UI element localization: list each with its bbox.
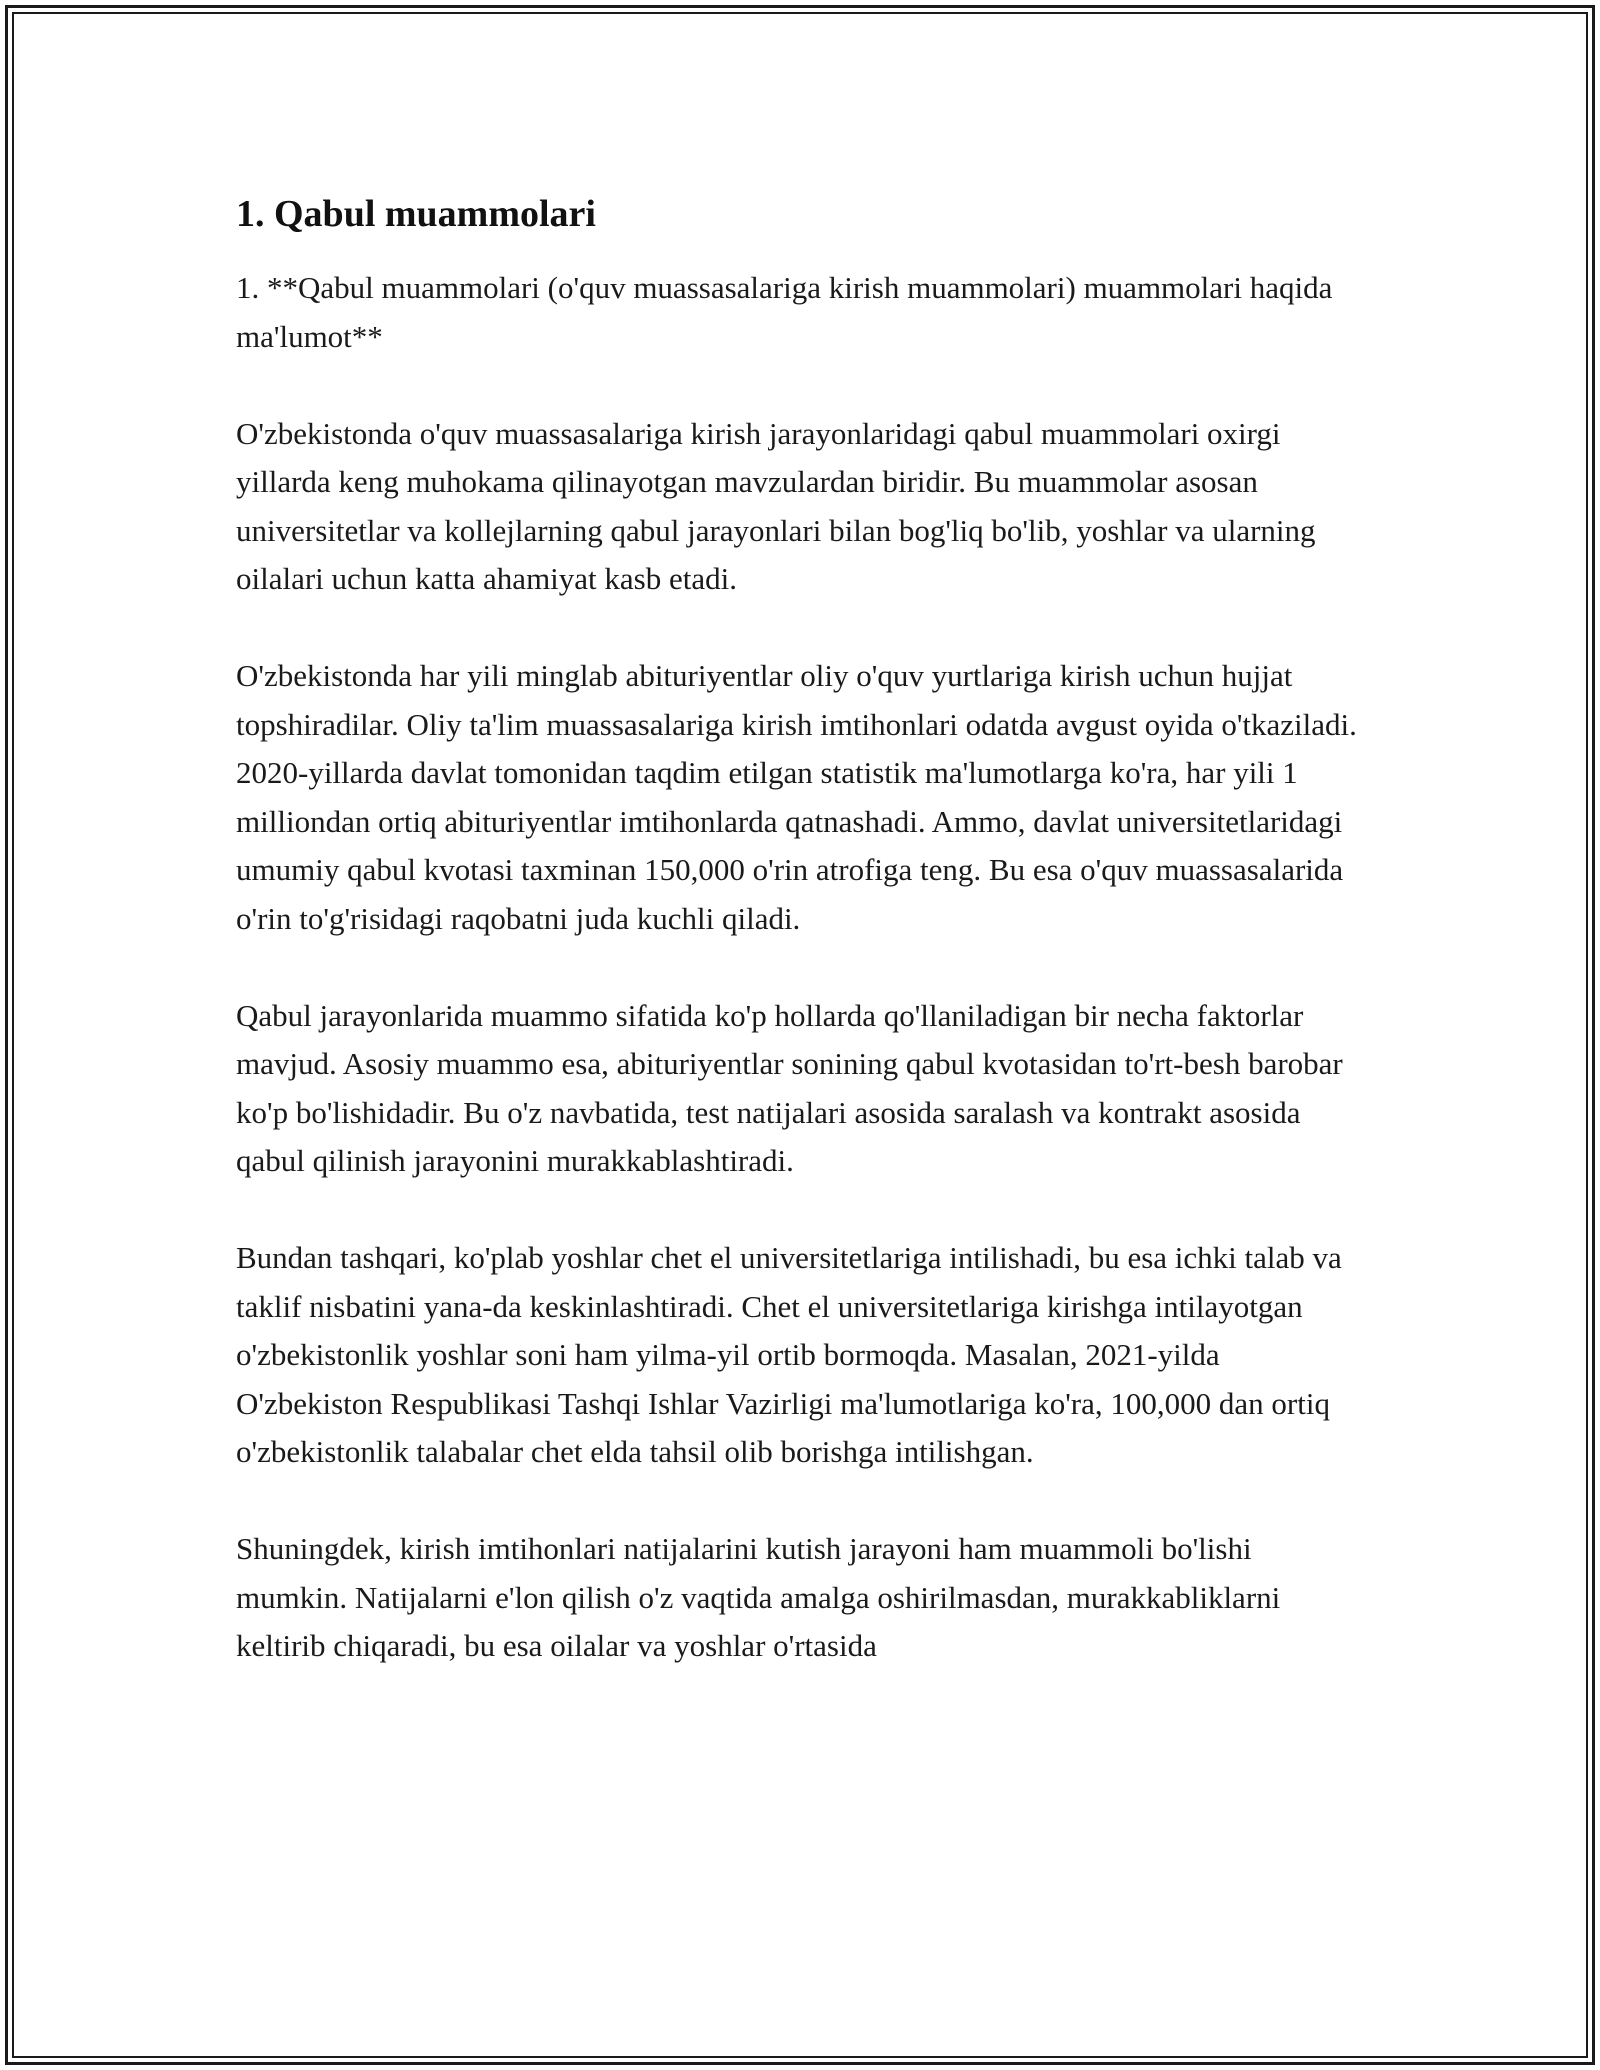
paragraph-5: Shuningdek, kirish imtihonlari natijalarini kutish jarayoni ham muammoli bo'lishi mumkin. Natijalarni e'lon qilish o'z vaqtida amalga oshirilmasdan, murakkabliklarni keltirib chiqaradi, bu esa oilalar va yoshlar o'rtasida	[236, 1531, 1281, 1663]
paragraph-intro: 1. **Qabul muammolari (o'quv muassasalariga kirish muammolari) muammolari haqida ma'lumot**	[236, 270, 1333, 354]
paragraph-4: Bundan tashqari, ko'plab yoshlar chet el universitetlariga intilishadi, bu esa ichki talab va taklif nisbatini yana-da keskinlashtiradi. Chet el universitetlariga kirishga intilayotgan o'zbekistonlik yoshlar soni ham yilma-yil ortib bormoqda. Masalan, 2021-yilda O'zbekiston Respublikasi Tashqi Ishlar Vazirligi ma'lumotlariga ko'ra, 100,000 dan ortiq o'zbekistonlik talabalar chet elda tahsil olib borishga intilishgan.	[236, 1240, 1342, 1469]
paragraph-3: Qabul jarayonlarida muammo sifatida ko'p hollarda qo'llaniladigan bir necha faktorlar mavjud. Asosiy muammo esa, abituriyentlar sonining qabul kvotasidan to'rt-besh barobar ko'p bo'lishidadir. Bu o'z navbatida, test natijalari asosida saralash va kontrakt asosida qabul qilinish jarayonini murakkablashtiradi.	[236, 997, 1343, 1178]
page-title: 1. Qabul muammolari	[236, 193, 596, 235]
paragraph-2: O'zbekistonda har yili minglab abituriyentlar oliy o'quv yurtlariga kirish uchun hujjat topshiradilar. Oliy ta'lim muassasalariga kirish imtihonlari odatda avgust oyida o'tkaziladi. 2020-yillarda davlat tomonidan taqdim etilgan statistik ma'lumotlarga ko'ra, har yili 1 milliondan ortiq abituriyentlar imtihonlarda qatnashadi. Ammo, davlat universitetlaridagi umumiy qabul kvotasi taxminan 150,000 o'rin atrofiga teng. Bu esa o'quv muassasalarida o'rin to'g'risidagi raqobatni juda kuchli qiladi.	[236, 658, 1357, 936]
paragraph-1: O'zbekistonda o'quv muassasalariga kirish jarayonlaridagi qabul muammolari oxirgi yillarda keng muhokama qilinayotgan mavzulardan biridir. Bu muammolar asosan universitetlar va kollejlarning qabul jarayonlari bilan bog'liq bo'lib, yoshlar va ularning oilalari uchun katta ahamiyat kasb etadi.	[236, 415, 1316, 596]
document-body	[236, 186, 1366, 1719]
